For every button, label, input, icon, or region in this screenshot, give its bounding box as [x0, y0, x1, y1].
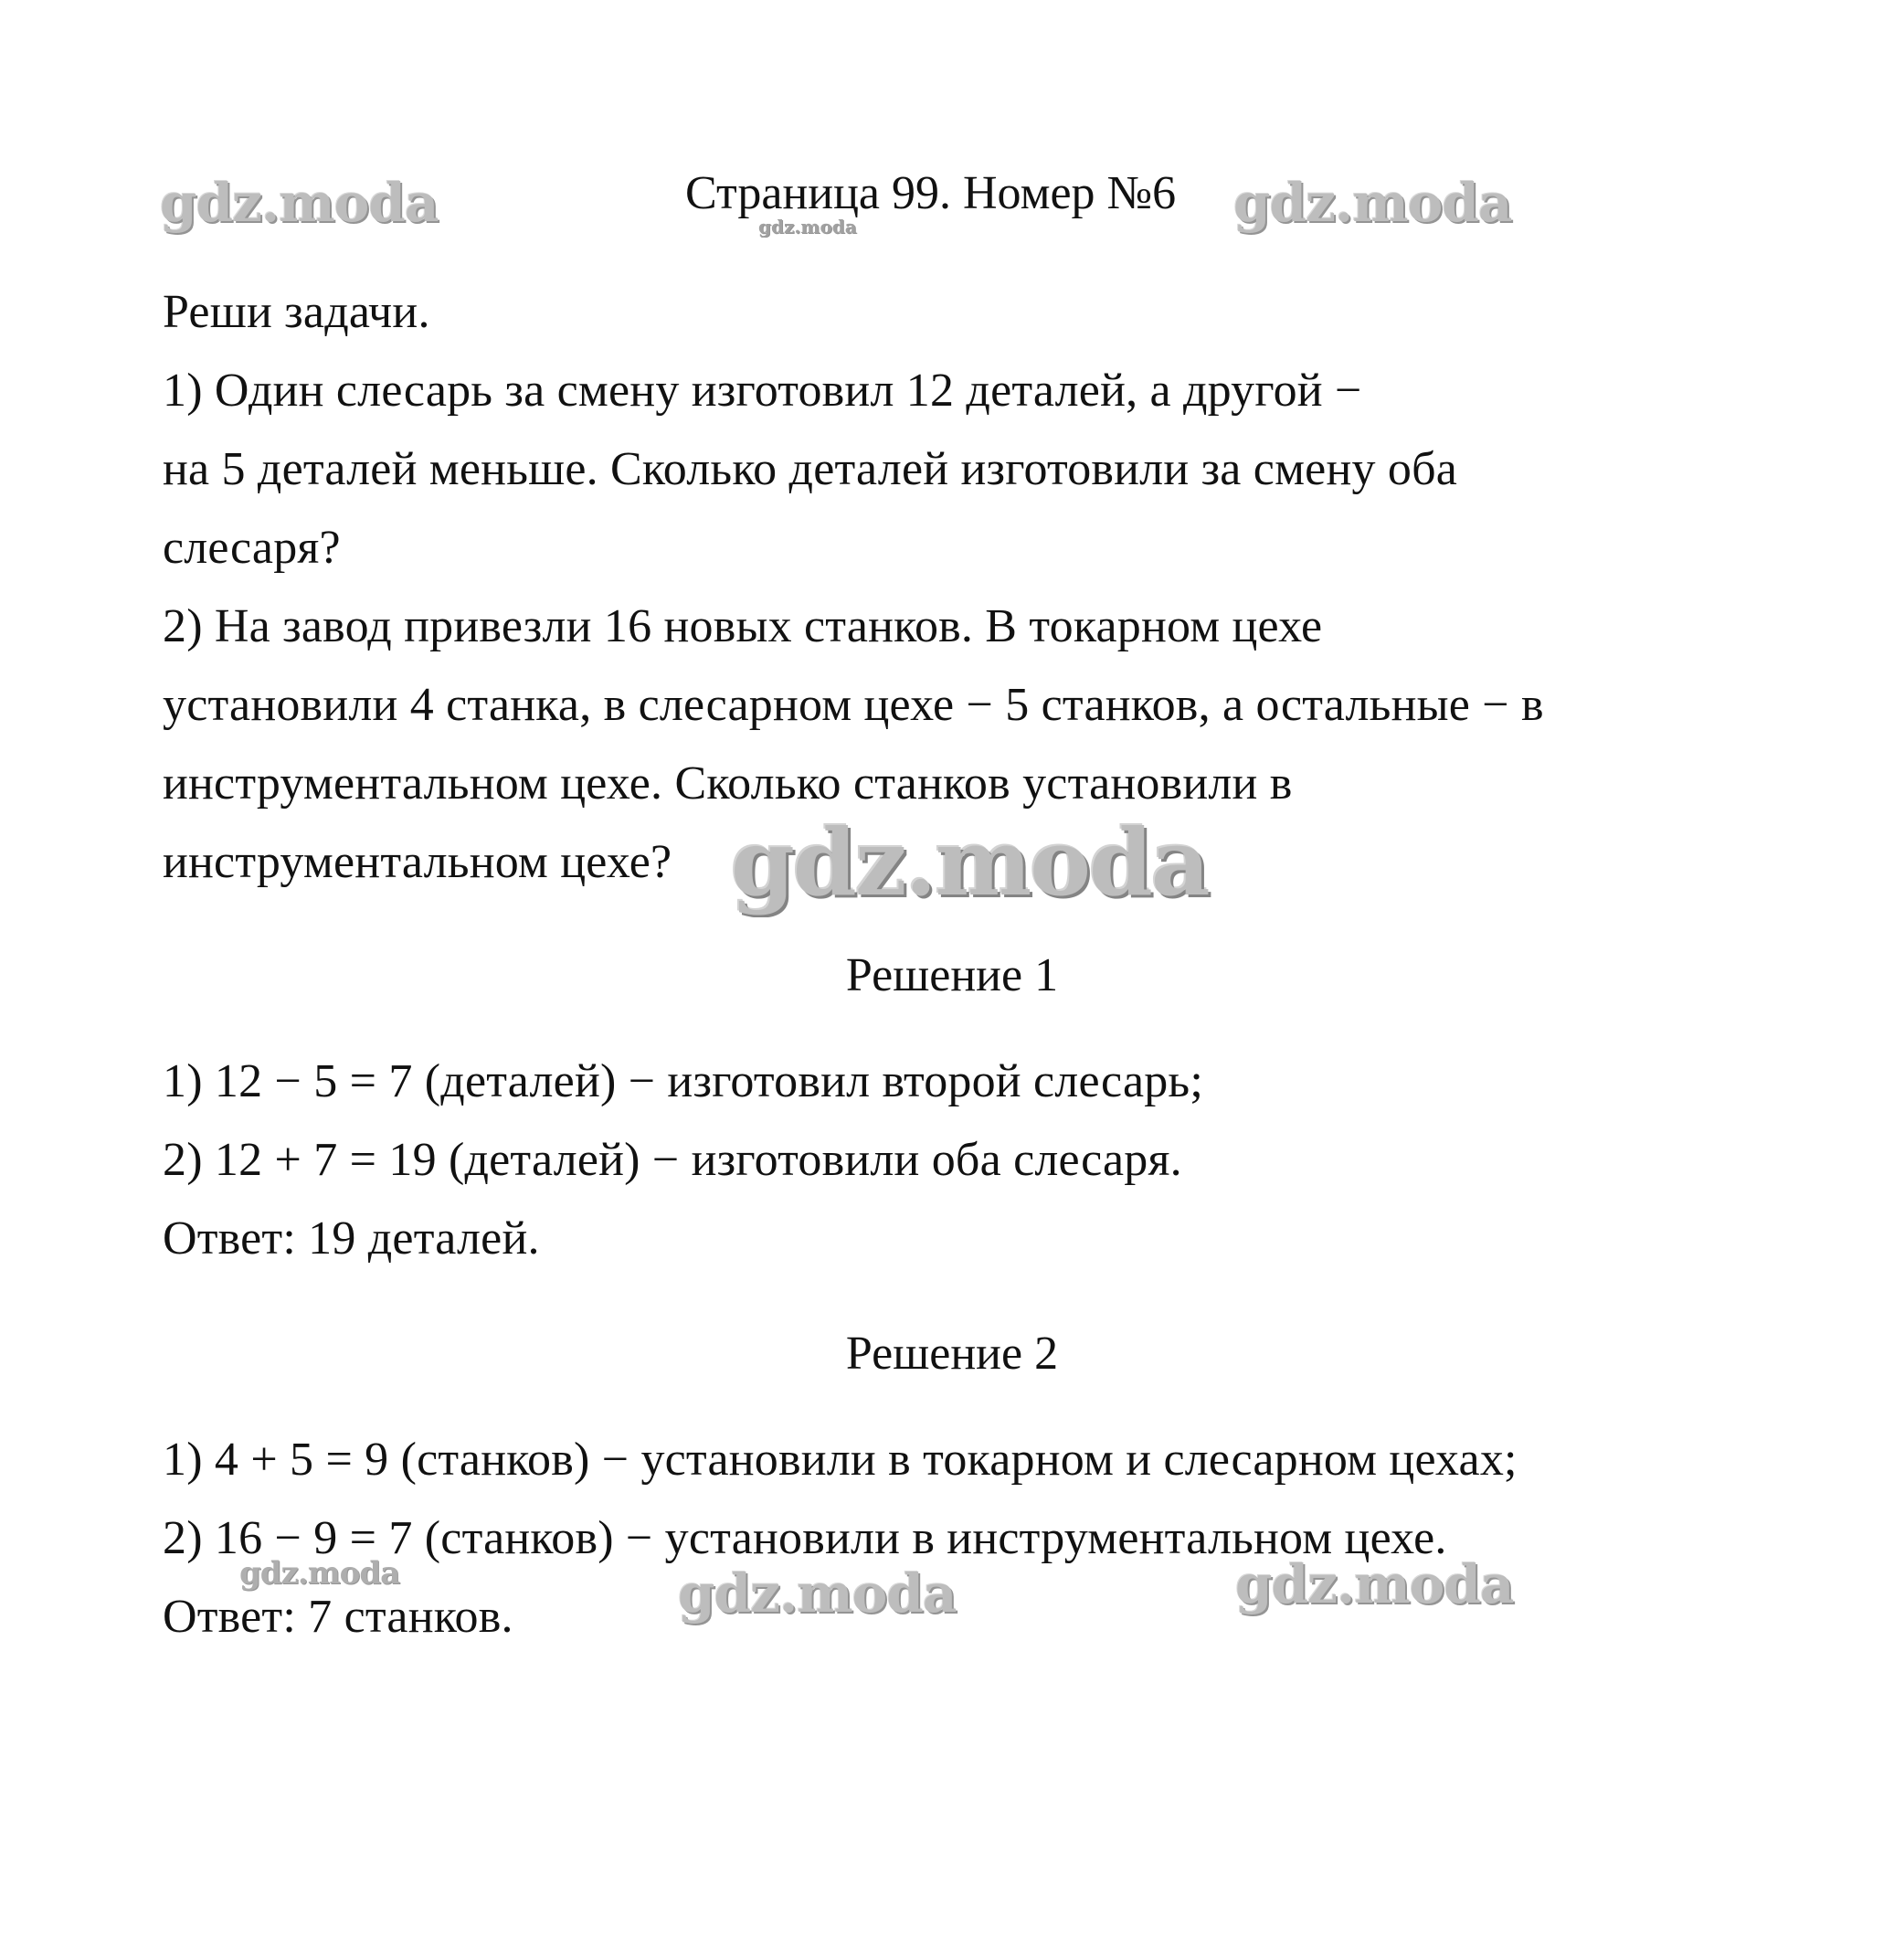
solution1-step-1: 1) 12 − 5 = 7 (деталей) − изготовил второй слесарь; — [163, 1055, 1203, 1107]
page-title: Страница 99. Номер №6 — [685, 167, 1177, 219]
watermark-logo: gdz.moda — [1233, 172, 1512, 234]
task-intro: Реши задачи. — [163, 286, 430, 338]
problem1-line-1: 1) Один слесарь за смену изготовил 12 деталей, а другой − — [163, 365, 1362, 417]
problem1-line-2: на 5 деталей меньше. Сколько деталей изготовили за смену оба — [163, 443, 1458, 495]
solution1-answer: Ответ: 19 деталей. — [163, 1212, 540, 1265]
problem1-line-3: слесаря? — [163, 522, 341, 574]
solution2-step-2: 2) 16 − 9 = 7 (станков) − установили в инструментальном цехе. — [163, 1512, 1447, 1564]
problem2-line-3: инструментальном цехе. Сколько станков установили в — [163, 757, 1293, 810]
watermark-logo: gdz.moda — [160, 172, 439, 234]
watermark-logo: gdz.moda — [758, 216, 857, 238]
solution1-step-2: 2) 12 + 7 = 19 (деталей) − изготовили оба слесаря. — [163, 1134, 1182, 1186]
watermark-logo: gdz.moda — [1235, 1553, 1514, 1615]
solution2-answer: Ответ: 7 станков. — [163, 1591, 513, 1643]
watermark-logo: gdz.moda — [731, 809, 1209, 916]
problem2-line-1: 2) На завод привезли 16 новых станков. В токарном цехе — [163, 600, 1323, 652]
problem2-line-4: инструментальном цехе? — [163, 836, 672, 888]
problem2-line-2: установили 4 станка, в слесарном цехе − 5 станков, а остальные − в — [163, 679, 1544, 731]
solution1-heading: Решение 1 — [845, 949, 1059, 1001]
solution2-step-1: 1) 4 + 5 = 9 (станков) − установили в токарном и слесарном цехах; — [163, 1434, 1518, 1486]
solution2-heading: Решение 2 — [845, 1328, 1059, 1380]
watermark-logo: gdz.moda — [239, 1555, 400, 1592]
watermark-logo: gdz.moda — [678, 1562, 957, 1625]
